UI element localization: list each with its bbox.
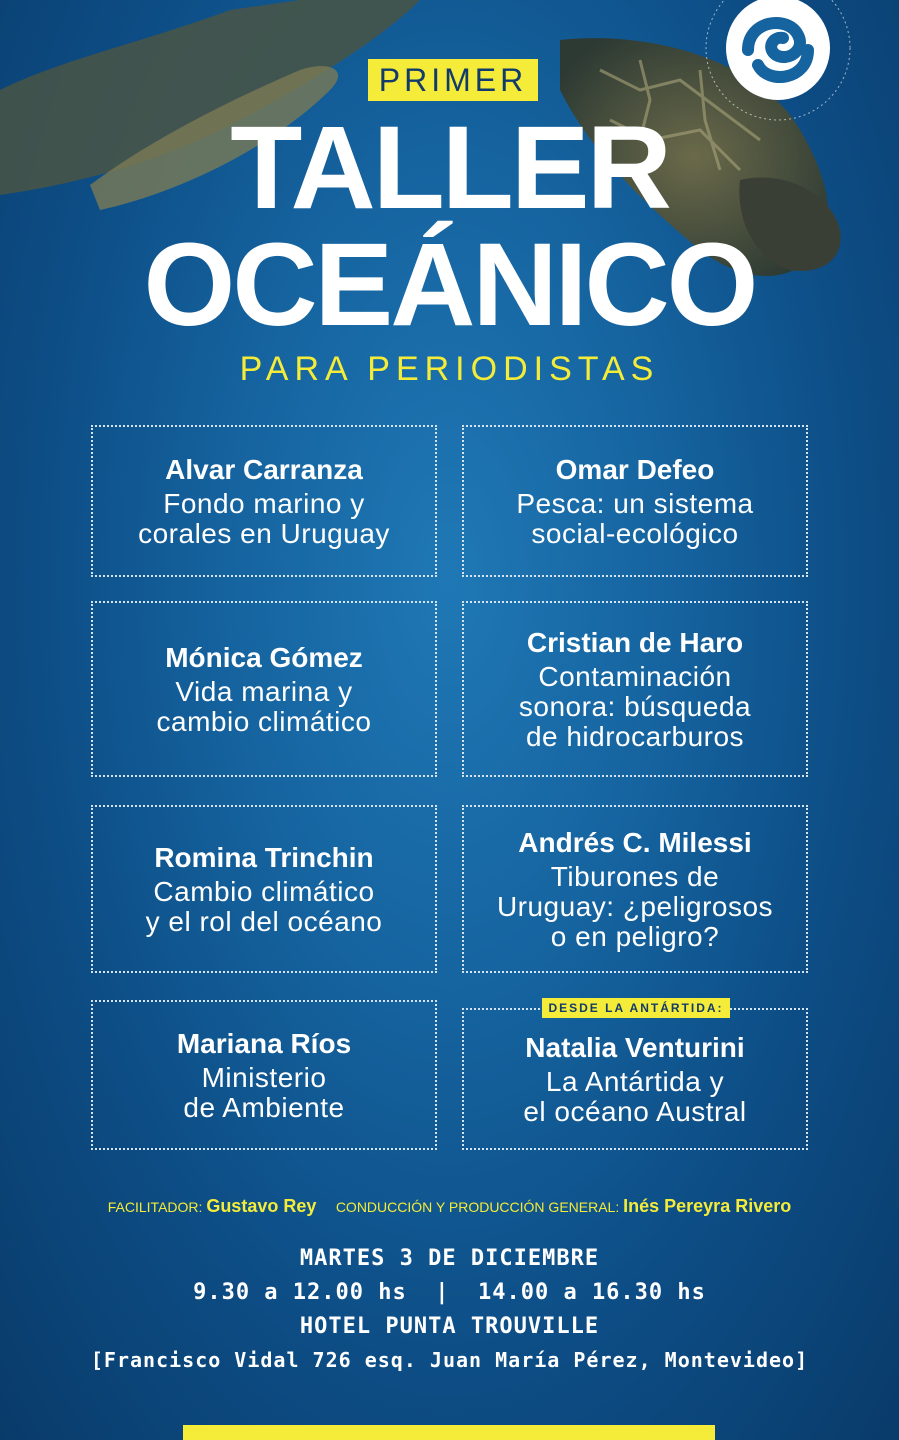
credits-line — [0, 1196, 899, 1217]
speaker-name: Alvar Carranza — [165, 454, 363, 485]
speaker-card — [462, 425, 808, 577]
speaker-card — [462, 1008, 808, 1150]
speaker-topic: Contaminación sonora: búsqueda de hidrocarburos — [518, 661, 752, 752]
speaker-topic: Pesca: un sistema social-ecológico — [516, 488, 754, 549]
speaker-card — [91, 425, 437, 577]
facilitator-name: Gustavo Rey — [206, 1196, 317, 1216]
speaker-topic: Fondo marino y corales en Uruguay — [138, 488, 390, 549]
event-date: MARTES 3 DE DICIEMBRE — [299, 1246, 600, 1271]
title-line-1: TALLER — [230, 102, 669, 234]
event-venue: HOTEL PUNTA TROUVILLE — [299, 1314, 600, 1339]
speaker-name: Romina Trinchin — [154, 842, 374, 873]
bottom-banner — [183, 1425, 715, 1440]
production-label: CONDUCCIÓN Y PRODUCCIÓN GENERAL: — [335, 1199, 620, 1215]
speaker-name: Mónica Gómez — [165, 642, 363, 673]
speaker-topic: Ministerio de Ambiente — [183, 1062, 345, 1123]
event-address: [Francisco Vidal 726 esq. Juan María Pérez, Montevideo] — [90, 1348, 809, 1372]
speaker-name: Andrés C. Milessi — [518, 827, 752, 858]
speaker-name: Natalia Venturini — [525, 1032, 745, 1063]
speaker-card — [462, 805, 808, 973]
speaker-topic: Cambio climático y el rol del océano — [145, 876, 383, 937]
antarctica-badge: DESDE LA ANTÁRTIDA: — [542, 998, 730, 1018]
speaker-topic: Vida marina y cambio climático — [156, 676, 372, 737]
speaker-card — [91, 1000, 437, 1150]
primer-label: PRIMER — [368, 59, 538, 101]
subtitle: PARA PERIODISTAS — [239, 350, 660, 388]
title-line-2: OCEÁNICO — [143, 219, 756, 351]
speaker-card — [91, 601, 437, 777]
speaker-name: Mariana Ríos — [176, 1028, 352, 1059]
production-name: Inés Pereyra Rivero — [623, 1196, 792, 1216]
event-time: 9.30 a 12.00 hs | 14.00 a 16.30 hs — [193, 1280, 706, 1305]
speaker-topic: Tiburones de Uruguay: ¿peligrosos o en peligro? — [496, 861, 774, 952]
speaker-name: Omar Defeo — [555, 454, 715, 485]
speaker-name: Cristian de Haro — [526, 627, 744, 658]
speaker-card — [462, 601, 808, 777]
speaker-topic: La Antártida y el océano Austral — [523, 1066, 747, 1127]
facilitator-label: FACILITADOR: — [107, 1199, 203, 1215]
speaker-card — [91, 805, 437, 973]
